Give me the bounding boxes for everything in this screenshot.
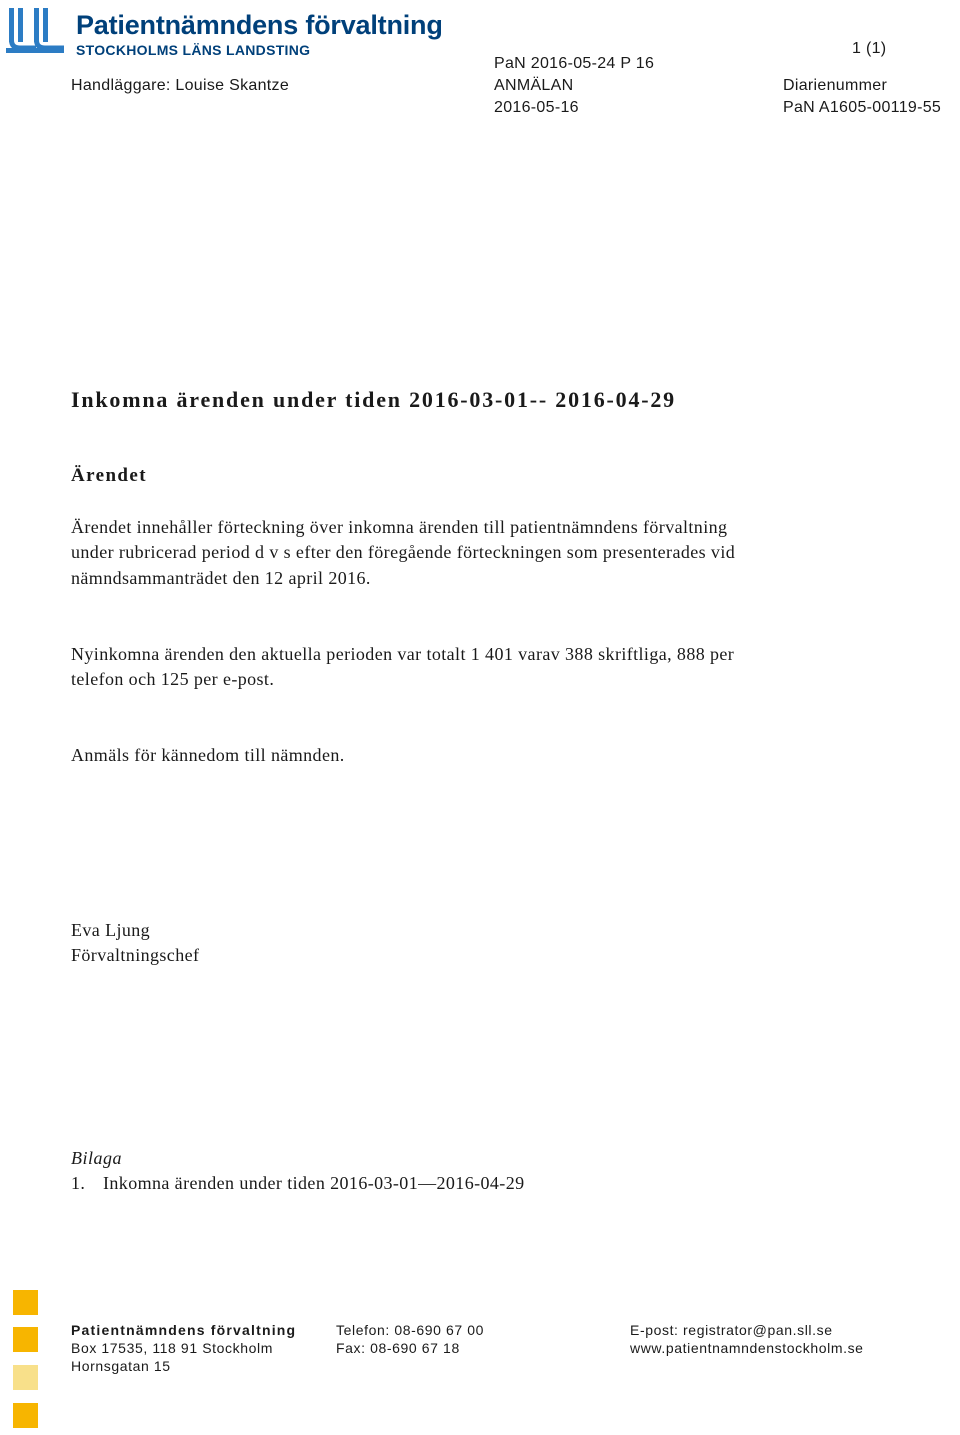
signature-title: Förvaltningschef	[71, 945, 200, 965]
paragraph-statistics: Nyinkomna ärenden den aktuella perioden var totalt 1 401 varav 388 skriftliga, 888 per telefon och 125 per e-post.	[71, 644, 735, 690]
paragraph-description: Ärendet innehåller förteckning över inkomna ärenden till patientnämndens förvaltning under rubricerad period d v s efter den föregående förteckningen som presenterades vid nämndsammanträdet den 12 april 2016.	[71, 517, 736, 588]
document-title: Inkomna ärenden under tiden 2016-03-01-- 2016-04-29	[71, 387, 676, 412]
footer-address-line-2: Hornsgatan 15	[71, 1358, 171, 1374]
page-number: 1 (1)	[852, 40, 887, 57]
footer-square	[13, 1403, 38, 1428]
logo-subtitle: STOCKHOLMS LÄNS LANDSTING	[76, 42, 311, 58]
footer-square	[13, 1365, 38, 1390]
paragraph-notice: Anmäls för kännedom till nämnden.	[71, 745, 345, 765]
diarie-label: Diarienummer	[783, 77, 888, 94]
meeting-reference: PaN 2016-05-24 P 16	[494, 55, 655, 72]
attachment-number: 1.	[71, 1173, 86, 1193]
attachments-heading: Bilaga	[71, 1148, 122, 1168]
footer-square	[13, 1290, 38, 1315]
footer-square	[13, 1327, 38, 1352]
footer-fax: Fax: 08-690 67 18	[336, 1340, 460, 1356]
attachment-text: Inkomna ärenden under tiden 2016-03-01—2016-04-29	[103, 1173, 525, 1193]
footer-website: www.patientnamndenstockholm.se	[630, 1340, 864, 1356]
logo-title: Patientnämndens förvaltning	[76, 10, 443, 40]
organization-logo	[6, 6, 476, 62]
sll-logo-icon	[6, 6, 68, 58]
document-date: 2016-05-16	[494, 99, 579, 116]
footer-org-name: Patientnämndens förvaltning	[71, 1322, 297, 1338]
footer-email: E-post: registrator@pan.sll.se	[630, 1322, 833, 1338]
section-heading: Ärendet	[71, 465, 147, 486]
footer-address-line-1: Box 17535, 118 91 Stockholm	[71, 1340, 273, 1356]
handler: Handläggare: Louise Skantze	[71, 77, 290, 94]
document-type: ANMÄLAN	[494, 77, 574, 94]
signature-name: Eva Ljung	[71, 920, 151, 940]
diarie-number: PaN A1605-00119-55	[783, 99, 942, 116]
footer-phone: Telefon: 08-690 67 00	[336, 1322, 485, 1338]
attachment-item	[71, 1173, 525, 1194]
